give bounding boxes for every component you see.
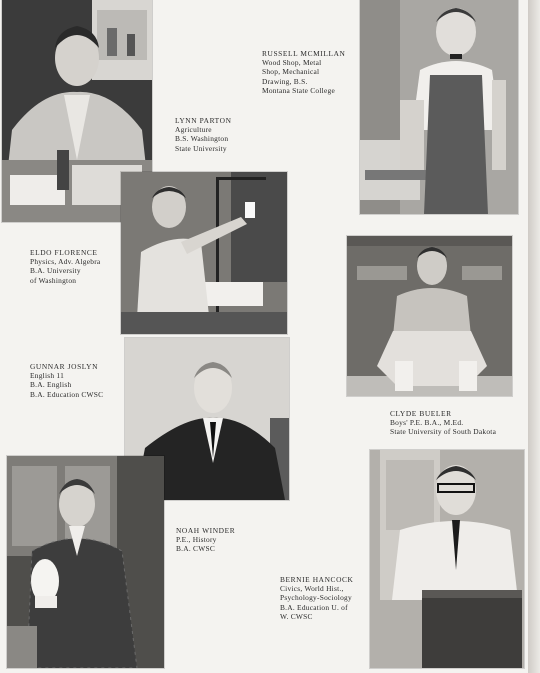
- photo-teacher-with-glasses: [370, 450, 524, 668]
- caption-parton: [175, 116, 232, 153]
- caption-line: Boys' P.E. B.A., M.Ed.: [390, 418, 464, 428]
- caption-name: CLYDE BUELER: [390, 409, 452, 418]
- caption-hancock: [280, 575, 353, 621]
- caption-line: State University: [175, 143, 227, 153]
- caption-line: English 11: [30, 371, 65, 381]
- photo-teacher-lab: [121, 172, 287, 334]
- photo-teacher-in-apron: [360, 0, 518, 214]
- caption-line: Shop, Mechanical: [262, 67, 320, 77]
- page-edge: [528, 0, 540, 673]
- caption-line: Psychology-Sociology: [280, 593, 352, 603]
- caption-name: BERNIE HANCOCK: [280, 575, 354, 584]
- caption-line: B.A. CWSC: [176, 544, 216, 554]
- caption-line: B.S. Washington: [175, 134, 229, 144]
- caption-line: Drawing, B.S.: [262, 76, 308, 86]
- caption-name: LYNN PARTON: [175, 116, 232, 125]
- caption-line: Agriculture: [175, 125, 212, 135]
- caption-line: B.A. Education U. of: [280, 602, 348, 612]
- caption-line: Montana State College: [262, 85, 335, 95]
- caption-line: P.E., History: [176, 535, 217, 545]
- caption-line: B.A. Education CWSC: [30, 389, 104, 399]
- caption-line: Civics, World Hist.,: [280, 584, 344, 594]
- caption-name: ELDO FLORENCE: [30, 248, 98, 257]
- caption-name: RUSSELL MCMILLAN: [262, 49, 346, 58]
- caption-line: Physics, Adv. Algebra: [30, 257, 101, 267]
- caption-line: of Washington: [30, 275, 77, 285]
- caption-name: GUNNAR JOSLYN: [30, 362, 99, 371]
- caption-mcmillan: [262, 49, 345, 95]
- caption-winder: [176, 526, 235, 554]
- caption-joslyn: [30, 362, 103, 399]
- caption-line: W. CWSC: [280, 611, 313, 621]
- caption-name: NOAH WINDER: [176, 526, 236, 535]
- caption-bueler: [390, 409, 496, 437]
- caption-line: State University of South Dakota: [390, 427, 497, 437]
- caption-florence: [30, 248, 100, 285]
- photo-teacher-seated: [347, 236, 512, 396]
- photo-teacher-with-bust: [7, 456, 164, 668]
- caption-line: Wood Shop, Metal: [262, 58, 322, 68]
- caption-line: B.A. English: [30, 380, 72, 390]
- caption-line: B.A. University: [30, 266, 81, 276]
